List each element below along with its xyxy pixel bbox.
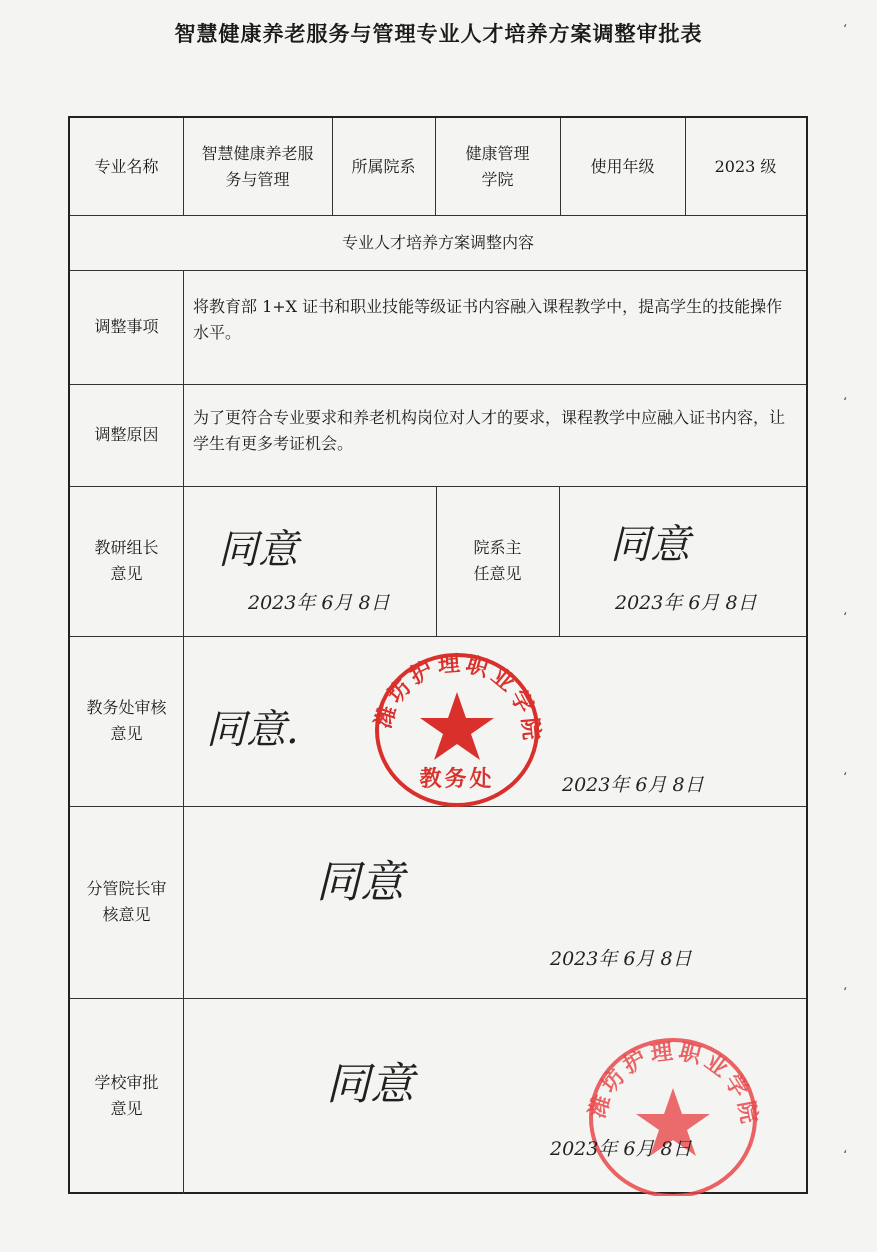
- research-leader-signature: 同意: [218, 527, 298, 573]
- school-seal-outer-text: 潍坊护理职业学院: [585, 1039, 762, 1130]
- research-leader-label: 教研组长意见: [94, 538, 159, 583]
- star-icon: [420, 692, 494, 760]
- scan-edge-mark: ‘: [843, 985, 847, 999]
- grade-label: 使用年级: [590, 156, 655, 176]
- research-leader-date: 2023年 6月 8日: [248, 592, 390, 614]
- vice-president-signature: 同意: [316, 857, 404, 908]
- school-seal: [578, 1026, 768, 1196]
- grade-value: 2023 级: [714, 156, 777, 176]
- dept-value: 健康管理学院: [465, 143, 530, 189]
- dept-director-date: 2023年 6月 8日: [615, 592, 757, 614]
- major-value: 智慧健康养老服务与管理: [201, 143, 314, 189]
- adjust-reason-text: 为了更符合专业要求和养老机构岗位对人才的要求，课程教学中应融入证书内容，让学生有更多考证机会。: [193, 408, 786, 453]
- page-title: 智慧健康养老服务与管理专业人才培养方案调整审批表: [174, 22, 703, 46]
- dept-label: 所属院系: [351, 156, 416, 176]
- adjust-item-text: 将教育部 1+X 证书和职业技能等级证书内容融入课程教学中，提高学生的技能操作水平。: [193, 297, 783, 342]
- academic-affairs-label: 教务处审核意见: [86, 698, 167, 743]
- scan-edge-mark: ‘: [843, 770, 847, 784]
- scan-edge-mark: ‘: [843, 1148, 847, 1162]
- school-signature: 同意: [326, 1059, 414, 1110]
- academic-affairs-date: 2023年 6月 8日: [562, 774, 704, 796]
- academic-affairs-seal: [362, 638, 552, 808]
- approval-form: [68, 116, 808, 1194]
- scan-edge-mark: ‘: [843, 22, 847, 36]
- academic-affairs-seal-inner-text: 教务处: [419, 767, 495, 792]
- vice-president-date: 2023年 6月 8日: [550, 948, 692, 970]
- major-label: 专业名称: [94, 156, 159, 176]
- academic-affairs-signature: 同意.: [206, 707, 299, 753]
- dept-director-signature: 同意: [610, 522, 690, 568]
- section-title: 专业人才培养方案调整内容: [341, 232, 534, 252]
- school-label: 学校审批意见: [94, 1073, 159, 1118]
- academic-affairs-seal-outer-text: 潍坊护理职业学院: [371, 651, 544, 745]
- vice-president-label: 分管院长审核意见: [86, 879, 167, 924]
- adjust-item-label: 调整事项: [94, 317, 159, 336]
- scan-edge-mark: ‘: [843, 395, 847, 409]
- school-date: 2023年 6月 8日: [550, 1138, 692, 1160]
- dept-director-label: 院系主任意见: [473, 538, 522, 583]
- adjust-reason-label: 调整原因: [94, 425, 159, 444]
- scan-edge-mark: ‘: [843, 610, 847, 624]
